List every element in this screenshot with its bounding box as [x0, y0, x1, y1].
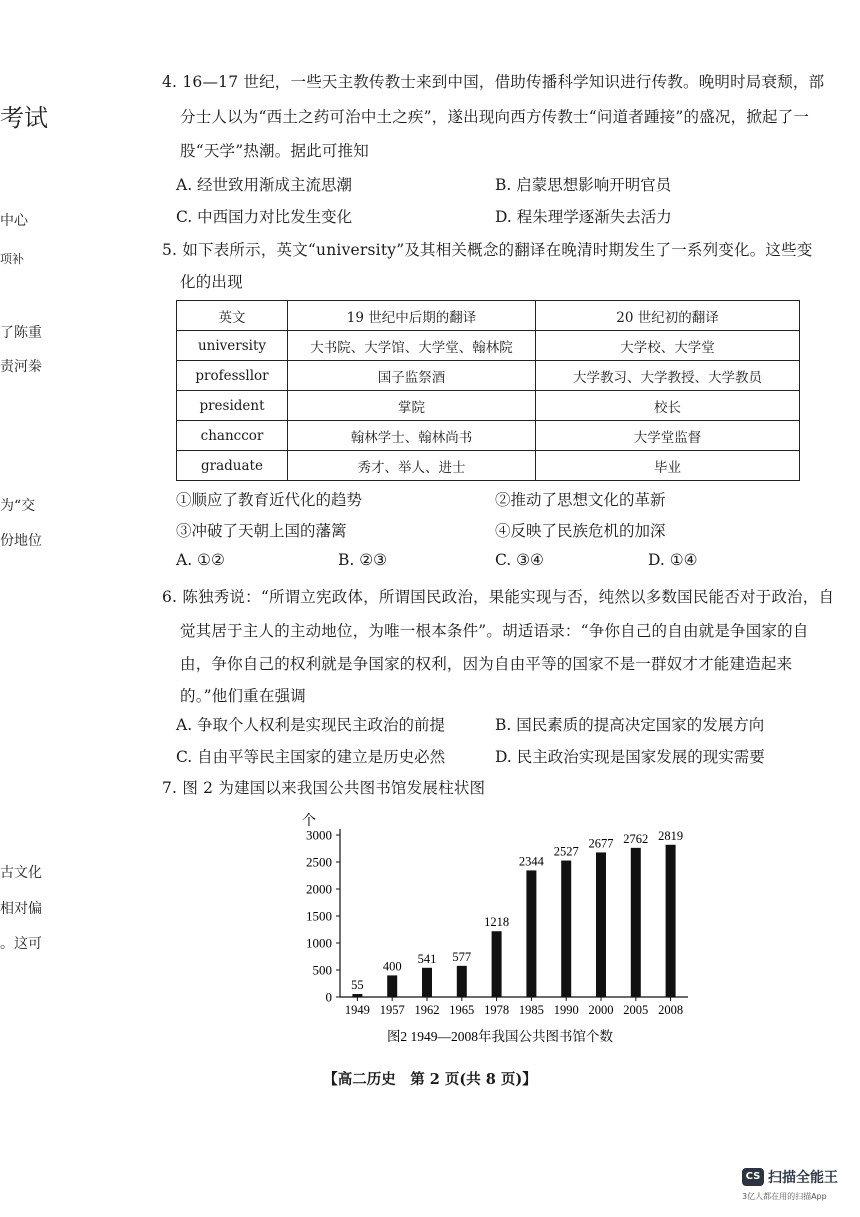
table-row [177, 391, 800, 421]
left-edge-fragment: 相对偏 [0, 901, 42, 917]
table-cell: 掌院 [288, 391, 536, 421]
chart-x-tick-label: 1985 [518, 1003, 544, 1017]
translation-table [176, 300, 800, 481]
left-edge-fragment: 考试 [0, 104, 48, 132]
question-6-option-d: D. 民主政治实现是国家发展的现实需要 [495, 748, 765, 766]
chart-bar [457, 966, 467, 997]
table-cell: 翰林学士、翰林尚书 [288, 421, 536, 451]
chart-data-label: 2344 [518, 854, 544, 869]
left-edge-fragment: 为“交 [0, 498, 36, 514]
chart-caption: 图2 1949—2008年我国公共图书馆个数 [386, 1029, 614, 1044]
table-header-cell: 英文 [177, 301, 288, 331]
table-cell: 校长 [536, 391, 800, 421]
chart-bar [526, 870, 536, 997]
table-cell: president [177, 391, 288, 421]
question-4-text-line-3: 股“天学”热潮。据此可推知 [180, 142, 369, 160]
chart-bar [352, 994, 362, 997]
question-6-option-a: A. 争取个人权利是实现民主政治的前提 [176, 716, 446, 734]
camscanner-logo-icon: CS [742, 1168, 764, 1186]
question-6-text-line-4: 的。”他们重在强调 [180, 687, 306, 705]
table-cell: university [177, 331, 288, 361]
table-cell: 大学校、大学堂 [536, 331, 800, 361]
chart-data-label: 2819 [658, 828, 684, 843]
page-footer: 【高二历史 第 2 页(共 8 页)】 [323, 1071, 537, 1088]
question-6-text-line-3: 由，争你自己的权利就是争国家的权利，因为自由平等的国家不是一群奴才才能建造起来 [180, 655, 793, 673]
left-edge-fragment: 中心 [0, 213, 28, 229]
left-edge-fragment: 责河桊 [0, 359, 42, 375]
chart-x-tick-label: 1978 [484, 1003, 510, 1017]
watermark-tagline: 3亿人都在用的扫描App [742, 1192, 827, 1201]
chart-y-tick-label: 2500 [306, 854, 332, 870]
left-edge-fragment: 份地位 [0, 533, 42, 549]
chart-bar [387, 975, 397, 997]
question-5-option-b: B. ②③ [338, 551, 388, 569]
chart-data-label: 400 [382, 959, 402, 974]
chart-y-tick-label: 1500 [306, 908, 332, 924]
question-5-text-line-2: 化的出现 [180, 273, 243, 291]
question-4-option-b: B. 启蒙思想影响开明官员 [495, 176, 672, 194]
question-5-option-c: C. ③④ [495, 551, 544, 569]
question-5-statement-3: ③冲破了天朝上国的藩篱 [176, 522, 347, 540]
chart-data-label: 541 [417, 951, 437, 966]
question-4-text-line-2: 分士人以为“西土之药可治中土之疾”，遂出现向西方传教士“问道者踵接”的盛况，掀起了一 [180, 108, 810, 126]
question-6-option-c: C. 自由平等民主国家的建立是历史必然 [176, 748, 446, 766]
chart-data-label: 577 [452, 949, 472, 964]
question-5-option-a: A. ①② [176, 551, 225, 569]
chart-data-label: 1218 [484, 915, 510, 930]
chart-bar [492, 931, 502, 997]
chart-bars [351, 829, 683, 997]
question-5-text-line-1: 5. 如下表所示，英文“university”及其相关概念的翻译在晚清时期发生了一系列变化。这些变 [162, 241, 813, 259]
table-cell: graduate [177, 451, 288, 481]
chart-bar [666, 845, 676, 997]
chart-bar [631, 848, 641, 997]
watermark-name: 扫描全能王 [768, 1170, 838, 1186]
table-cell: 大学堂监督 [536, 421, 800, 451]
chart-x-tick-label: 1965 [449, 1003, 475, 1017]
table-cell: 毕业 [536, 451, 800, 481]
chart-x-tick-label: 1962 [414, 1003, 440, 1017]
table-cell: professllor [177, 361, 288, 391]
question-5-statement-2: ②推动了思想文化的革新 [495, 491, 666, 509]
chart-y-tick-label: 0 [325, 989, 332, 1005]
table-header-row [177, 301, 800, 331]
table-header-cell: 20 世纪初的翻译 [536, 301, 800, 331]
table-cell: chanccor [177, 421, 288, 451]
table-row [177, 331, 800, 361]
question-4-option-a: A. 经世致用渐成主流思潮 [176, 176, 353, 194]
table-cell: 大学教习、大学教授、大学教员 [536, 361, 800, 391]
chart-bar [561, 861, 571, 997]
chart-data-label: 2527 [553, 844, 579, 859]
chart-bar [596, 852, 606, 997]
left-edge-fragment: 古文化 [0, 865, 42, 881]
chart-x-tick-label: 1957 [379, 1003, 405, 1017]
question-6-option-b: B. 国民素质的提高决定国家的发展方向 [495, 716, 765, 734]
chart-x-tick-label: 2008 [658, 1003, 684, 1017]
chart-y-tick-label: 3000 [306, 827, 332, 843]
chart-x-tick-label: 1949 [344, 1003, 370, 1017]
table-cell: 大书院、大学馆、大学堂、翰林院 [288, 331, 536, 361]
chart-data-label: 55 [351, 978, 364, 993]
table-row [177, 421, 800, 451]
question-4-option-d: D. 程朱理学逐渐失去活力 [495, 208, 672, 226]
question-6-text-line-2: 觉其居于主人的主动地位，为唯一根本条件”。胡适语录：“争你自己的自由就是争国家的自 [180, 622, 809, 640]
chart-x-tick-label: 2005 [623, 1003, 649, 1017]
table-cell: 国子监祭酒 [288, 361, 536, 391]
library-bar-chart [290, 805, 710, 1050]
question-4-text-line-1: 4. 16—17 世纪，一些天主教传教士来到中国，借助传播科学知识进行传教。晚明时局衰颓，部 [162, 73, 825, 91]
table-cell: 秀才、举人、进士 [288, 451, 536, 481]
chart-y-tick-label: 2000 [306, 881, 332, 897]
left-edge-fragment: 了陈重 [0, 325, 42, 341]
question-5-statement-1: ①顺应了教育近代化的趋势 [176, 491, 363, 509]
chart-bar [422, 968, 432, 997]
left-edge-fragment: 项补 [0, 252, 25, 266]
chart-data-label: 2762 [623, 831, 649, 846]
question-5-option-d: D. ①④ [648, 551, 698, 569]
left-edge-fragment: 。这可 [0, 936, 42, 952]
question-7-text-line: 7. 图 2 为建国以来我国公共图书馆发展柱状图 [162, 779, 486, 797]
table-row [177, 451, 800, 481]
question-6-text-line-1: 6. 陈独秀说：“所谓立宪政体，所谓国民政治，果能实现与否，纯然以多数国民能否对于政治，自 [162, 588, 835, 606]
table-header-cell: 19 世纪中后期的翻译 [288, 301, 536, 331]
chart-y-axis-unit: 个 [302, 814, 316, 829]
chart-x-tick-label: 2000 [588, 1003, 614, 1017]
question-4-option-c: C. 中西国力对比发生变化 [176, 208, 353, 226]
chart-y-tick-label: 1000 [306, 935, 332, 951]
chart-x-tick-label: 1990 [553, 1003, 579, 1017]
chart-data-label: 2677 [588, 836, 614, 851]
question-5-statement-4: ④反映了民族危机的加深 [495, 522, 666, 540]
chart-y-tick-label: 500 [312, 962, 332, 978]
table-row [177, 361, 800, 391]
